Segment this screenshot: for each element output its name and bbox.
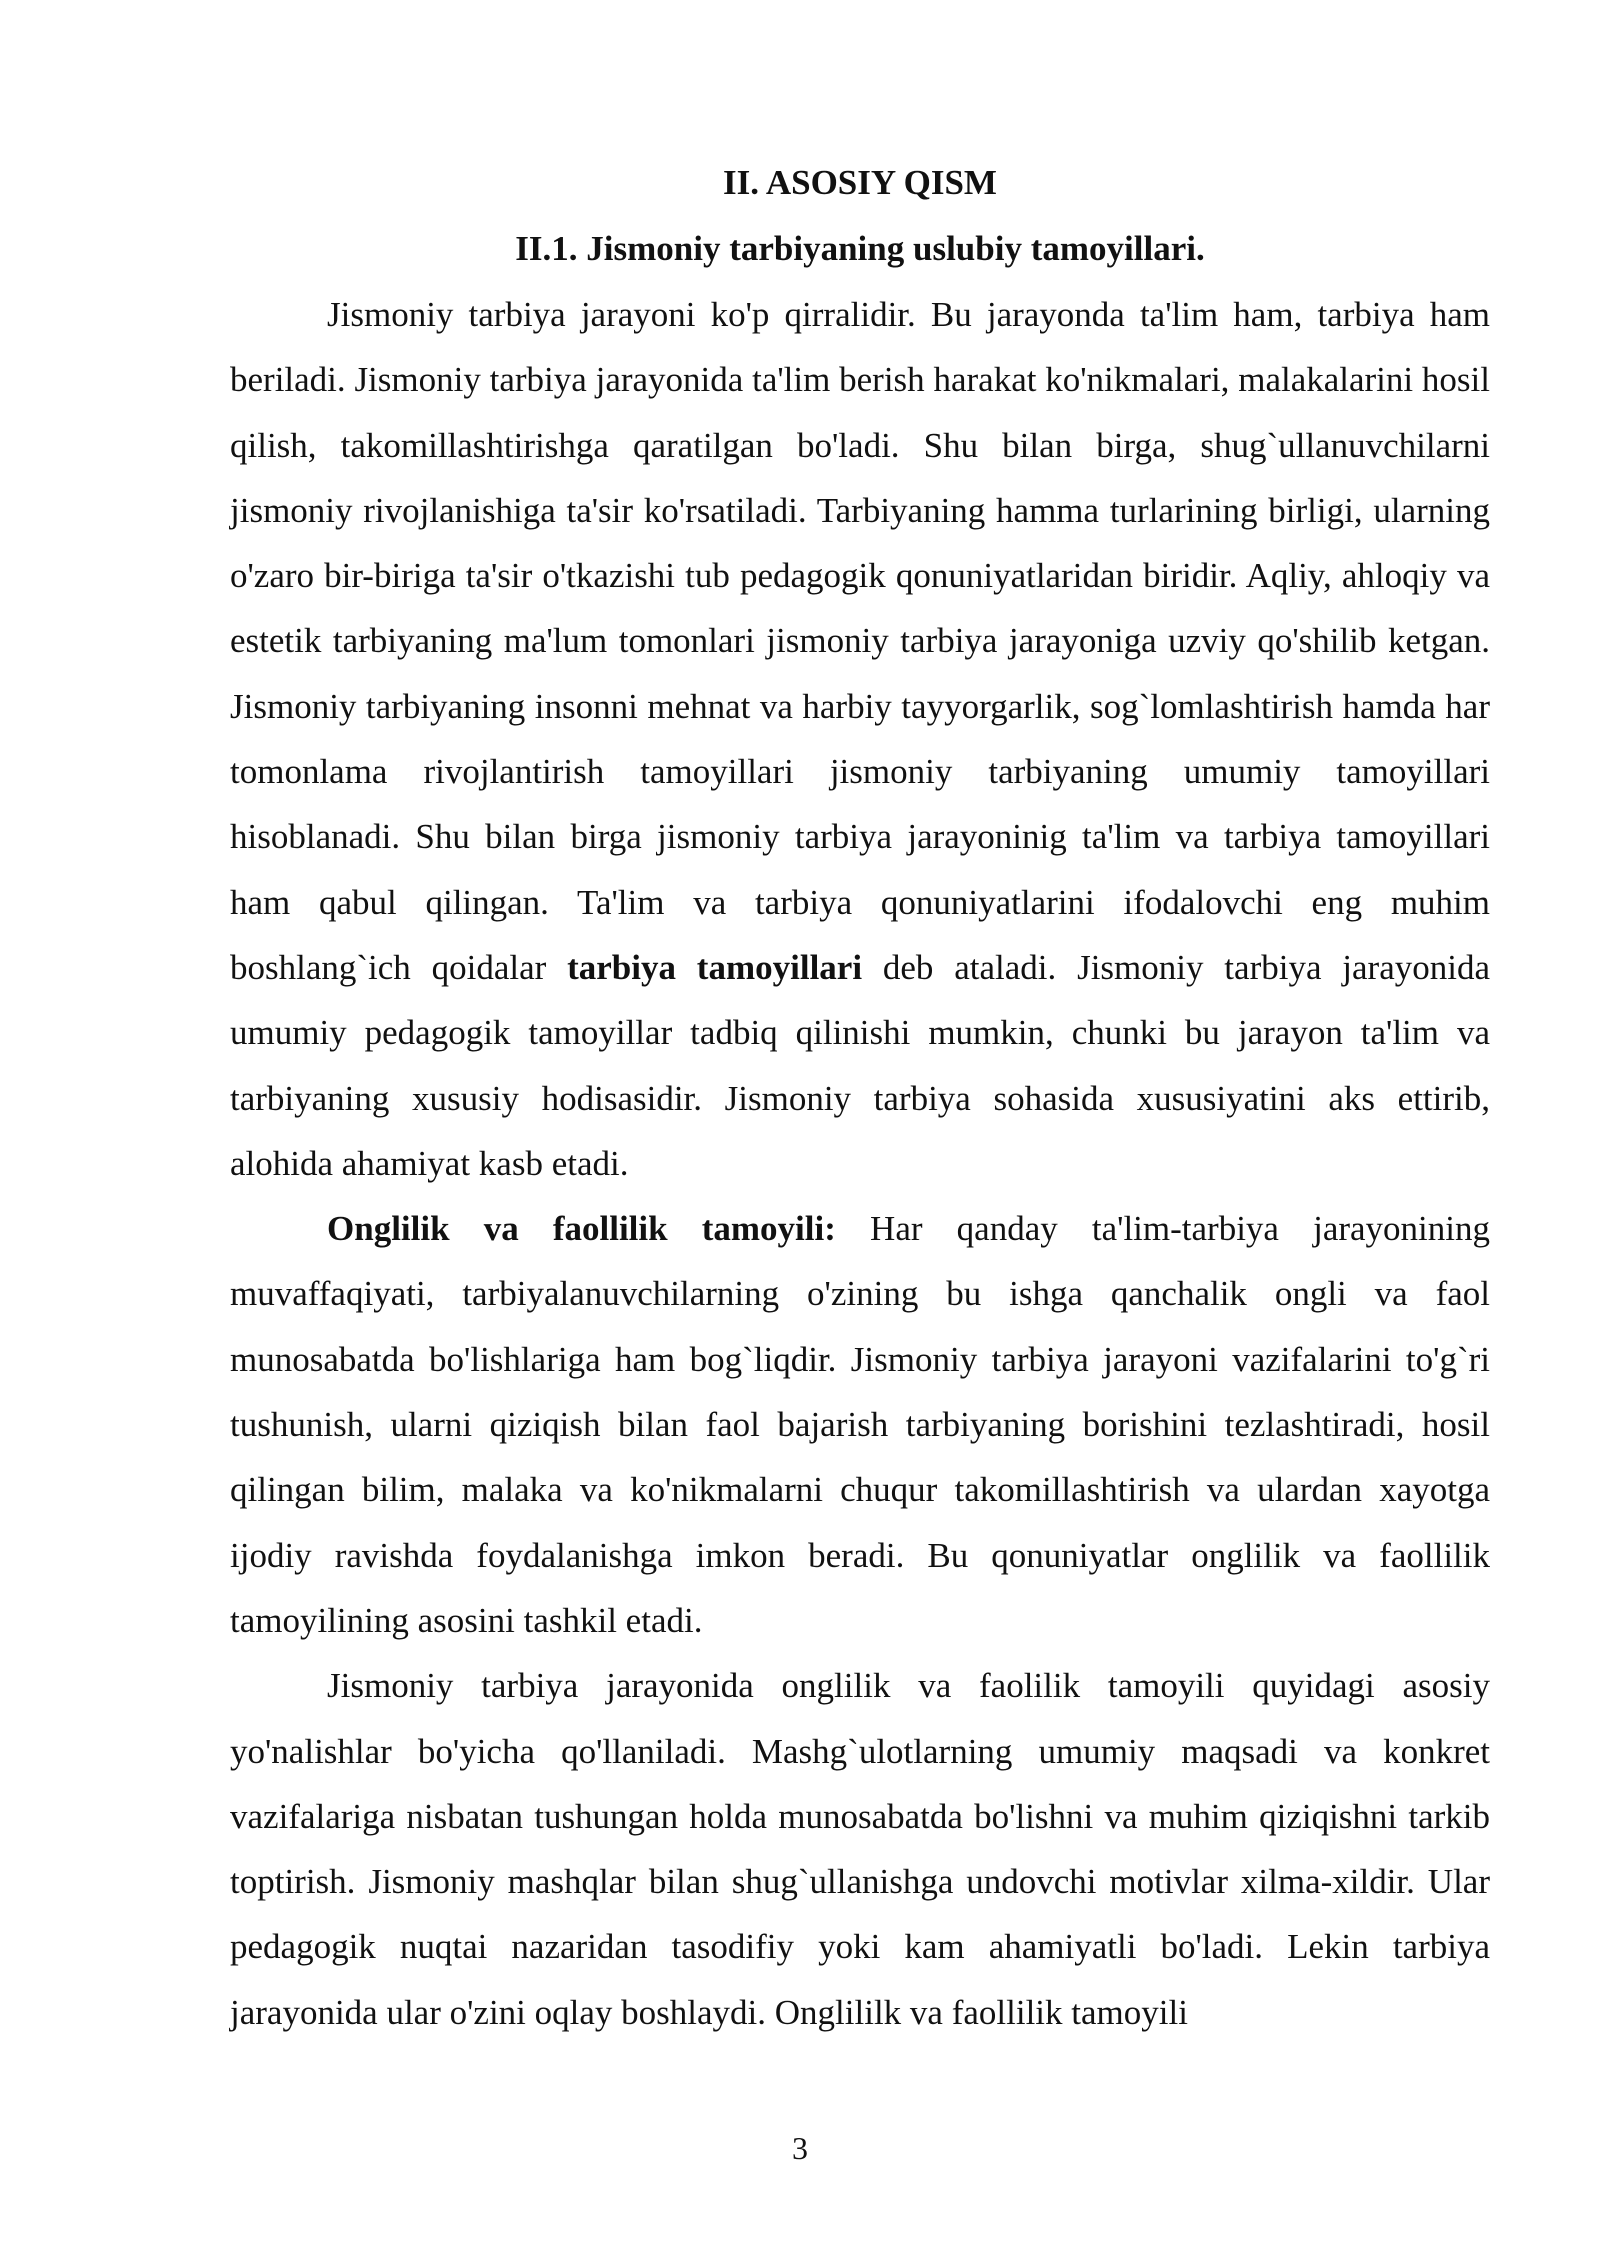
section-subtitle: II.1. Jismoniy tarbiyaning uslubiy tamoyillari. (515, 229, 1205, 268)
paragraph-onglilik-text: Har qanday ta'lim-tarbiya jarayonining muvaffaqiyati, tarbiyalanuvchilarning o'zining bu ishga qanchalik ongli va faol munosabatda bo'lishlariga ham bog`liqdir. Jismoniy tarbiya jarayoni vazifalarini to'g`ri tushunish, ularni qiziqish bilan faol bajarish tarbiyaning borishini tezlashtiradi, hosil qilingan bilim, malaka va ko'nikmalarni chuqur takomillashtirish va ulardan xayotga ijodiy ravishda foydalanishga imkon beradi. Bu qonuniyatlar onglilik va faollilik tamoyilining asosini tashkil etadi. (230, 1209, 1490, 1640)
paragraph-intro-text-start: Jismoniy tarbiya jarayoni ko'p qirralidir. Bu jarayonda ta'lim ham, tarbiya ham beriladi. Jismoniy tarbiya jarayonida ta'lim berish harakat ko'nikmalari, malakalarini hosil qilish, takomillashtirishga qaratilgan bo'ladi. Shu bilan birga, shug`ullanuvchilarni jismoniy rivojlanishiga ta'sir ko'rsatiladi. Tarbiyaning hamma turlarining birligi, ularning o'zaro bir-biriga ta'sir o'tkazishi tub pedagogik qonuniyatlaridan biridir. Aqliy, ahloqiy va estetik tarbiyaning ma'lum tomonlari jismoniy tarbiya jarayoniga uzviy qo'shilib ketgan. Jismoniy tarbiyaning insonni mehnat va harbiy tayyorgarlik, sog`lomlashtirish hamda har tomonlama rivojlantirish tamoyillari jismoniy tarbiyaning umumiy tamoyillari hisoblanadi. Shu bilan birga jismoniy tarbiya jarayoninig ta'lim va tarbiya tamoyillari ham qabul qilingan. Ta'lim va tarbiya qonuniyatlarini ifodalovchi eng muhim boshlang`ich qoidalar (230, 295, 1490, 987)
page-number: 3 (792, 2130, 808, 2166)
paragraph-onglilik (230, 1196, 1490, 1653)
document-page (230, 150, 1490, 2045)
paragraph-directions: Jismoniy tarbiya jarayonida onglilik va faolilik tamoyili quyidagi asosiy yo'nalishlar bo'yicha qo'llaniladi. Mashg`ulotlarning umumiy maqsadi va konkret vazifalariga nisbatan tushungan holda munosabatda bo'lishni va muhim qiziqishni tarkib toptirish. Jismoniy mashqlar bilan shug`ullanishga undovchi motivlar xilma-xildir. Ular pedagogik nuqtai nazaridan tasodifiy yoki kam ahamiyatli bo'ladi. Lekin tarbiya jarayonida ular o'zini oqlay boshlaydi. Onglililk va faollilik tamoyili (230, 1666, 1490, 2032)
paragraph-intro (230, 282, 1490, 1196)
section-title: II. ASOSIY QISM (723, 163, 997, 202)
paragraph-intro-bold-term: tarbiya tamoyillari (567, 947, 863, 987)
paragraph-intro-text-end: deb ataladi. Jismoniy tarbiya jarayonida umumiy pedagogik tamoyillar tadbiq qilinishi mumkin, chunki bu jarayon ta'lim va tarbiyaning xususiy hodisasidir. Jismoniy tarbiya sohasida xususiyatini aks ettirib, alohida ahamiyat kasb etadi. (230, 947, 1491, 1183)
paragraph-onglilik-heading: Onglilik va faollilik tamoyili: (327, 1209, 836, 1249)
